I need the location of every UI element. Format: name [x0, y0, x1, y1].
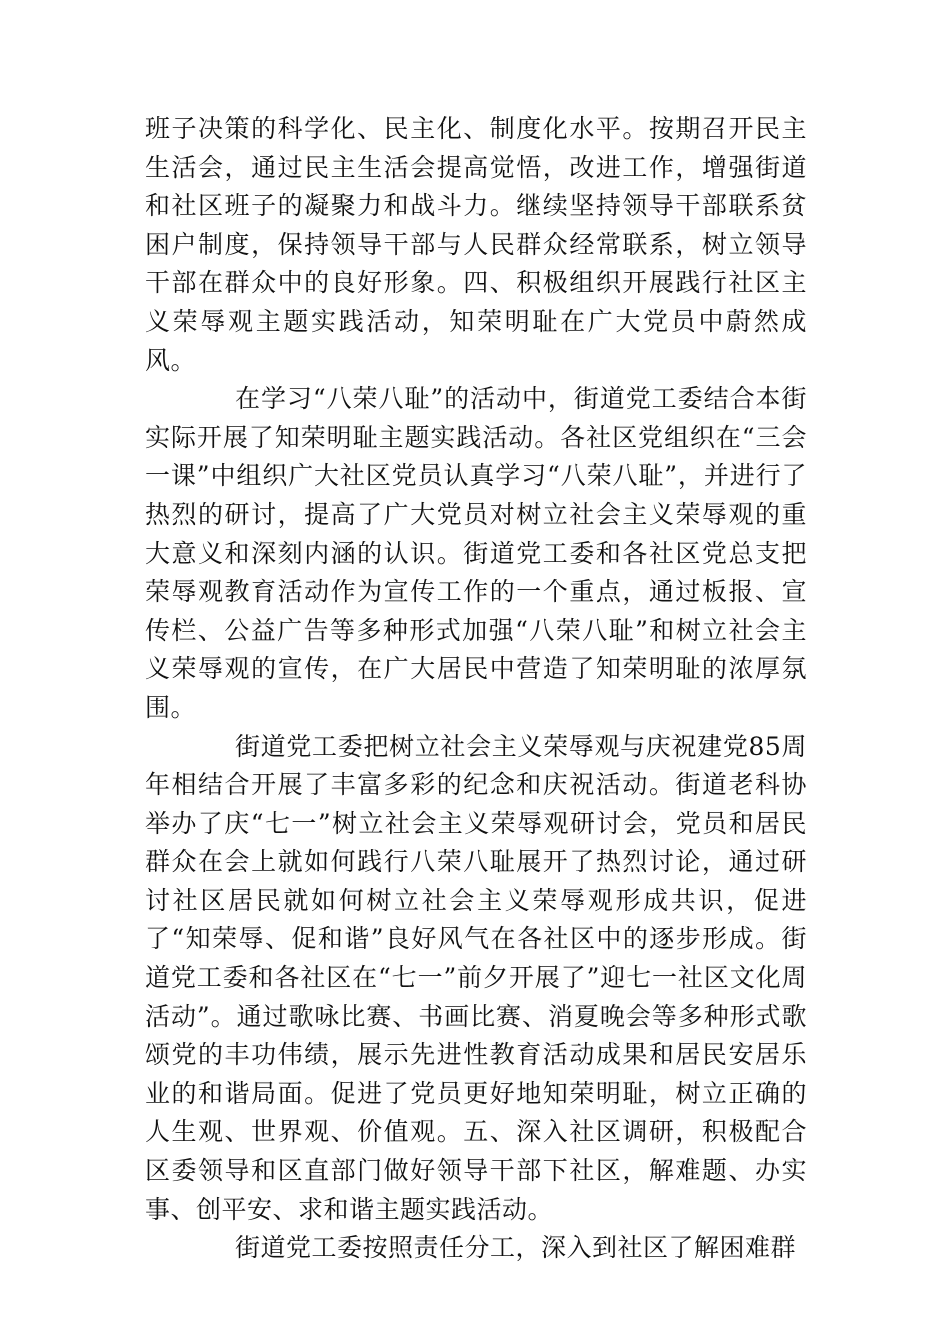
document-body [145, 110, 807, 1268]
paragraph-3: 街道党工委把树立社会主义荣辱观与庆祝建党85周年相结合开展了丰富多彩的纪念和庆祝活动。街道老科协举办了庆“七一”树立社会主义荣辱观研讨会，党员和居民群众在会上就如何践行八荣八耻展开了热烈讨论，通过研讨社区居民就如何树立社会主义荣辱观形成共识，促进了“知荣辱、促和谐”良好风气在各社区中的逐步形成。街道党工委和各社区在“七一”前夕开展了”迎七一社区文化周活动”。通过歌咏比赛、书画比赛、消夏晚会等多种形式歌颂党的丰功伟绩，展示先进性教育活动成果和居民安居乐业的和谐局面。促进了党员更好地知荣明耻，树立正确的人生观、世界观、价值观。五、深入社区调研，积极配合区委领导和区直部门做好领导干部下社区，解难题、办实事、创平安、求和谐主题实践活动。 [145, 731, 807, 1224]
paragraph-4: 街道党工委按照责任分工，深入到社区了解困难群 [235, 1233, 797, 1263]
paragraph-2: 在学习“八荣八耻”的活动中，街道党工委结合本街实际开展了知荣明耻主题实践活动。各社区党组织在“三会一课”中组织广大社区党员认真学习“八荣八耻”，并进行了热烈的研讨，提高了广大党员对树立社会主义荣辱观的重大意义和深刻内涵的认识。街道党工委和各社区党总支把荣辱观教育活动作为宣传工作的一个重点，通过板报、宣传栏、公益广告等多种形式加强“八荣八耻”和树立社会主义荣辱观的宣传，在广大居民中营造了知荣明耻的浓厚氛围。 [145, 384, 807, 722]
paragraph-1: 班子决策的科学化、民主化、制度化水平。按期召开民主生活会，通过民主生活会提高觉悟，改进工作，增强街道和社区班子的凝聚力和战斗力。继续坚持领导干部联系贫困户制度，保持领导干部与人民群众经常联系，树立领导干部在群众中的良好形象。四、积极组织开展践行社区主义荣辱观主题实践活动，知荣明耻在广大党员中蔚然成风。 [145, 114, 807, 375]
